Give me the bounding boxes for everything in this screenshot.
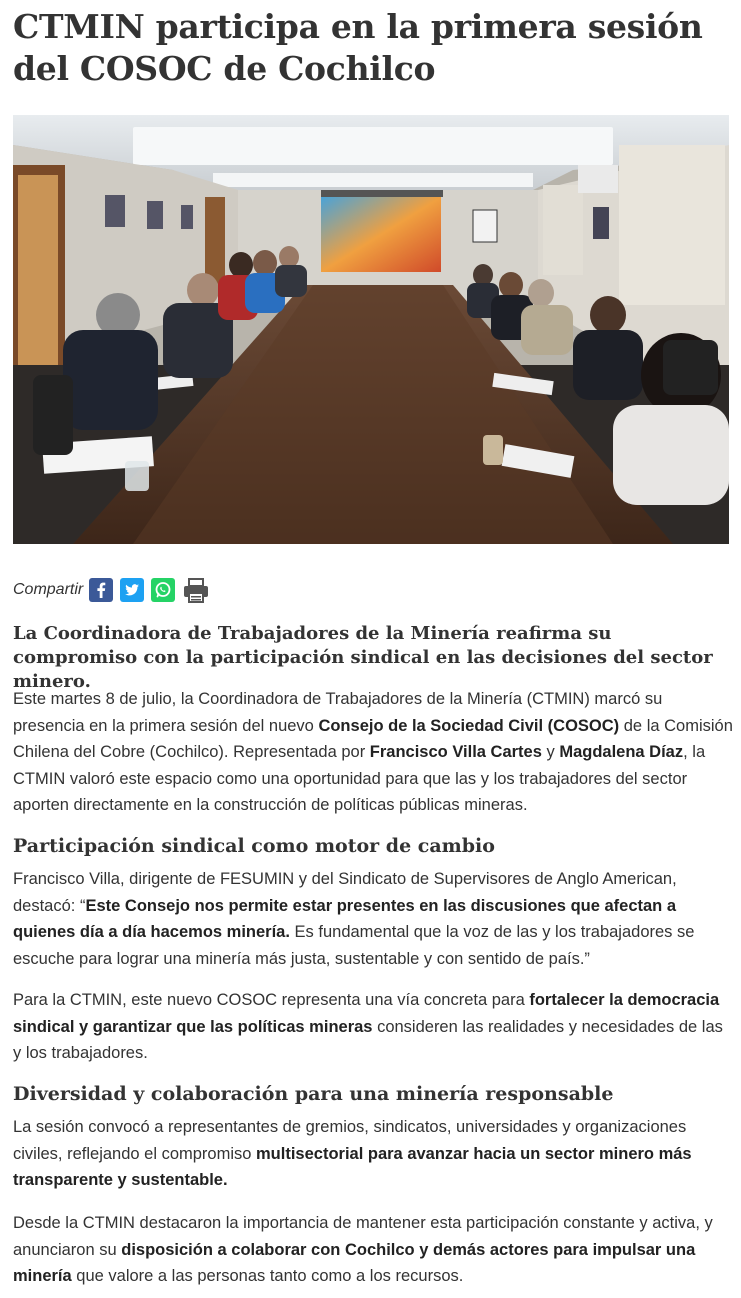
twitter-icon[interactable] bbox=[120, 578, 144, 602]
paragraph-1: Este martes 8 de julio, la Coordinadora de Trabajadores de la Minería (CTMIN) marcó su presencia en la primera sesión del nuevo Consejo de la Sociedad Civil (COSOC) de la Comisión Chilena del Cobre (Cochilco). Representada por Francisco Villa Cartes y Magdalena Díaz, la CTMIN valoró este espacio como una oportunidad para que las y los trabajadores del sector aporten directamente en la construcción de políticas públicas mineras. bbox=[13, 690, 733, 814]
share-bar bbox=[13, 575, 217, 605]
paragraph-5: Desde la CTMIN destacaron la importancia de mantener esta participación constante y activa, y anunciaron su disposición a colaborar con Cochilco y demás actores para impulsar una minería que valore a las personas tanto como a los recursos. bbox=[13, 1214, 713, 1285]
section-heading-participacion: Participación sindical como motor de cambio bbox=[13, 835, 495, 857]
meeting-photo bbox=[13, 115, 729, 544]
article-title: CTMIN participa en la primera sesión del COSOC de Cochilco bbox=[13, 7, 703, 88]
facebook-icon[interactable] bbox=[89, 578, 113, 602]
whatsapp-icon[interactable] bbox=[151, 578, 175, 602]
printer-icon[interactable] bbox=[182, 576, 210, 604]
article-lead: La Coordinadora de Trabajadores de la Minería reafirma su compromiso con la participación sindical en las decisiones del sector minero. bbox=[13, 623, 713, 692]
section-heading-diversidad: Diversidad y colaboración para una minería responsable bbox=[13, 1083, 614, 1105]
paragraph-2: Francisco Villa, dirigente de FESUMIN y del Sindicato de Supervisores de Anglo American, destacó: “Este Consejo nos permite estar presentes en las discusiones que afectan a quienes día a día hacemos minería. Es fundamental que la voz de las y los trabajadores se escuche para lograr una minería más justa, sustentable y con sentido de país.” bbox=[13, 870, 695, 968]
share-label: Compartir bbox=[13, 581, 84, 598]
paragraph-3: Para la CTMIN, este nuevo COSOC representa una vía concreta para fortalecer la democracia sindical y garantizar que las políticas mineras consideren las realidades y necesidades de las y los trabajadores. bbox=[13, 991, 723, 1062]
paragraph-4: La sesión convocó a representantes de gremios, sindicatos, universidades y organizaciones civiles, reflejando el compromiso multisectorial para avanzar hacia un sector minero más transparente y sustentable. bbox=[13, 1118, 692, 1189]
